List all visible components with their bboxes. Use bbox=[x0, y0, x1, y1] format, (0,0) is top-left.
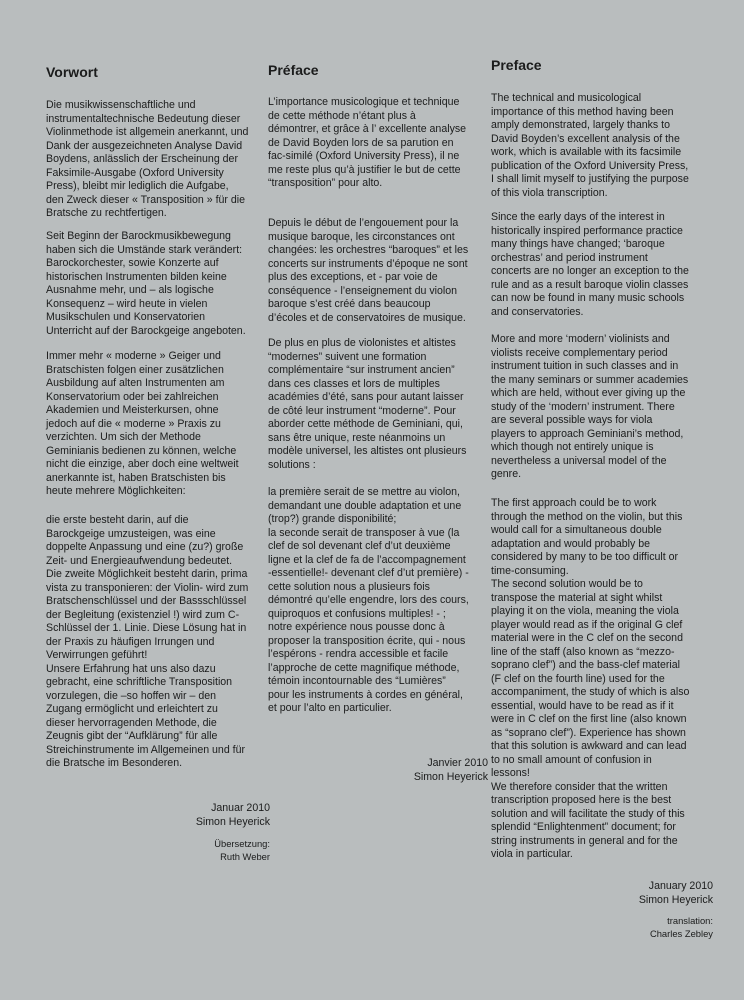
text-line: orchestras’ and period instrument bbox=[491, 251, 648, 264]
text-line: Unsere Erfahrung hat uns also dazu bbox=[46, 662, 216, 675]
text-line: The second solution would be to bbox=[491, 578, 643, 590]
text-line: through the method on the violin, but this bbox=[491, 510, 683, 523]
text-line: Ausbildung auf alten Instrumenten am bbox=[46, 377, 225, 389]
text-line: More and more ‘modern’ violinists and bbox=[491, 333, 670, 345]
text-line: Zeugnis gibt der “Aufklärung” für alle bbox=[46, 730, 218, 742]
text-line: dieser hervorragenden Methode, die bbox=[46, 716, 217, 729]
text-line: transcription proposed here is the best bbox=[491, 794, 672, 806]
text-line: complémentaire “sur instrument ancien” bbox=[268, 364, 455, 376]
preface-en-translator: Charles Zebley bbox=[649, 927, 713, 939]
text-line: Bratsche zu rechtfertigen. bbox=[46, 207, 167, 219]
text-line: string instruments in general and for the bbox=[491, 834, 678, 847]
text-line: Unterricht auf der Barockgeige angeboten. bbox=[46, 324, 246, 337]
text-line: importance of this method having been bbox=[491, 105, 674, 118]
text-line: quiproquos et confusions multiples! - ; bbox=[268, 607, 446, 620]
text-line: Seit Beginn der Barockmusikbewegung bbox=[46, 230, 231, 242]
text-line: sans être unique, reste néanmoins un bbox=[268, 431, 446, 444]
text-line: cette solution nous a plusieurs fois bbox=[268, 580, 430, 593]
text-line: notre expérience nous pousse donc à bbox=[268, 621, 445, 633]
text-line: doppelte Anpassung und eine (zu?) große bbox=[46, 541, 244, 553]
text-line: proposer la transposition écrite, qui - nous bbox=[268, 634, 466, 647]
text-line: genre. bbox=[491, 468, 522, 480]
text-line: concerts sur instruments d’époque ne sont bbox=[268, 257, 468, 270]
text-line: soprano clef”) and the bass-clef material bbox=[491, 659, 681, 671]
text-line: violists receive complementary period bbox=[491, 346, 668, 359]
preface-fr-paragraph bbox=[268, 96, 466, 191]
vorwort-paragraph bbox=[46, 514, 248, 771]
text-line: Barockorchester, sowie Konzerte auf bbox=[46, 257, 219, 269]
preface-en-paragraph bbox=[491, 211, 689, 319]
preface-fr-title: Préface bbox=[268, 62, 319, 78]
text-line: were in C clef on the first line (also known bbox=[491, 713, 687, 725]
text-line: musique baroque, les circonstances ont bbox=[268, 230, 455, 243]
text-line: Akademien und Meisterkursen, ohne bbox=[46, 404, 219, 416]
text-line: Musikschulen und Konservatorien bbox=[46, 311, 205, 323]
text-line: De plus en plus de violonistes et altistes bbox=[268, 337, 456, 349]
text-line: de côté leur instrument “moderne”. Pour bbox=[268, 404, 456, 417]
text-line: are several possible ways for viola bbox=[491, 414, 653, 426]
text-line: Since the early days of the interest in bbox=[491, 211, 665, 223]
text-line: essential, would have to be read as if it bbox=[491, 699, 674, 712]
text-line: vista zu transponieren: der Violin- wird zum bbox=[46, 581, 249, 594]
text-line: accompaniment, the study of which is also bbox=[491, 686, 690, 698]
text-line: der Praxis zu häufigen Irrungen und bbox=[46, 635, 215, 648]
vorwort-translator: Ruth Weber bbox=[220, 850, 270, 862]
text-line: der Begleitung (existenziel !) wird zum C- bbox=[46, 608, 240, 621]
text-line: d’écoles et de conservatoires de musique. bbox=[268, 311, 466, 324]
text-line: Verwirrungen geführt! bbox=[46, 649, 148, 661]
text-line: adaptation and would probably be bbox=[491, 537, 651, 550]
text-line: can now be found in many music schools bbox=[491, 292, 685, 304]
text-line: Depuis le début de l’engouement pour la bbox=[268, 217, 459, 229]
text-line: historically inspired performance practice bbox=[491, 224, 683, 237]
text-line: pour les instruments à cordes en général, bbox=[268, 688, 463, 701]
text-line: Konservatorium oder bei zahlreichen bbox=[46, 390, 219, 403]
text-line: I shall limit myself to justifying the purpose bbox=[491, 173, 689, 185]
text-line: nicht die einzige, aber doch eine weltweit bbox=[46, 458, 239, 470]
text-line: de David Boyden lors de sa parution en bbox=[268, 136, 454, 149]
text-line: Press), bleibt mir lediglich die Aufgabe, bbox=[46, 180, 229, 192]
text-line: lessons! bbox=[491, 767, 530, 779]
text-line: L’importance musicologique et technique bbox=[268, 96, 460, 108]
text-line: rule and as a result baroque violin classes bbox=[491, 278, 689, 291]
preface-en-paragraph bbox=[491, 92, 689, 200]
text-line: The first approach could be to work bbox=[491, 497, 657, 509]
vorwort-translation-label: Übersetzung: bbox=[214, 838, 270, 849]
text-line: solution and will facilitate the study of this bbox=[491, 807, 685, 820]
text-line: line of the staff (also known as “mezzo- bbox=[491, 645, 675, 658]
text-line: jedoch auf die « moderne » Praxis zu bbox=[46, 417, 221, 430]
text-line: fac-similé (Oxford University Press), il ne bbox=[268, 150, 460, 162]
text-line: plus des exceptions, et - par voie de bbox=[268, 271, 438, 283]
text-line: aborder cette méthode de Geminiani, qui, bbox=[268, 418, 463, 430]
preface-fr-paragraph bbox=[268, 337, 466, 472]
text-line: considered by many to be too difficult or bbox=[491, 551, 679, 563]
text-line: as “soprano clef”). Experience has shown bbox=[491, 726, 686, 739]
text-line: material were in the C clef on the second bbox=[491, 632, 683, 644]
text-line: players to approach Geminiani’s method, bbox=[491, 427, 684, 440]
text-line: gebracht, eine schriftliche Transposition bbox=[46, 676, 233, 688]
vorwort-paragraph bbox=[46, 99, 248, 221]
text-line: Immer mehr « moderne » Geiger und bbox=[46, 350, 221, 362]
text-line: playing it on the viola, meaning the viola bbox=[491, 605, 679, 617]
text-line: work, which is available with its facsimile bbox=[491, 146, 682, 158]
preface-fr-paragraph bbox=[268, 217, 468, 325]
text-line: which are held, without ever giving up the bbox=[491, 387, 686, 399]
text-line: instrument tuition in such classes and in bbox=[491, 360, 679, 372]
text-line: Zeit- und Energieaufwendung bedeutet. bbox=[46, 554, 233, 567]
text-line: “modernes” suivent une formation bbox=[268, 350, 427, 363]
preface-fr-author: Simon Heyerick bbox=[413, 770, 488, 783]
text-line: would call for a simultaneous double bbox=[491, 524, 662, 536]
text-line: Faksimile-Ausgabe (Oxford University bbox=[46, 166, 224, 179]
text-line: vorzulegen, die –so hoffen wir – den bbox=[46, 689, 217, 702]
text-line: l’espérons - rendra accessible et facile bbox=[268, 648, 449, 660]
text-line: et pour l’alto en particulier. bbox=[268, 702, 392, 714]
text-line: study of the ‘modern’ instrument. There bbox=[491, 400, 675, 413]
text-line: baroque s’est créé dans beaucoup bbox=[268, 298, 431, 310]
vorwort-title: Vorwort bbox=[46, 64, 98, 80]
text-line: die erste besteht darin, auf die bbox=[46, 514, 189, 526]
text-line: haben sich die Umstände stark verändert: bbox=[46, 243, 243, 256]
text-line: démontrer, et grâce à l’ excellente analyse bbox=[268, 123, 467, 135]
vorwort-author: Simon Heyerick bbox=[195, 815, 270, 828]
text-line: David Boyden’s excellent analysis of the bbox=[491, 132, 680, 145]
text-line: to no small amount of confusion in bbox=[491, 753, 652, 766]
text-line: the many seminars or summer academies bbox=[491, 373, 689, 386]
text-line: Geminianis bedienen zu können, welche bbox=[46, 444, 237, 457]
text-line: modèle universel, les altistes ont plusieurs bbox=[268, 445, 467, 457]
text-line: Bratschisten folgen einer zusätzlichen bbox=[46, 363, 224, 376]
text-line: den Zweck dieser « Transposition » für die bbox=[46, 193, 246, 206]
text-line: la première serait de se mettre au violon, bbox=[268, 486, 460, 498]
text-line: time-consuming. bbox=[491, 564, 569, 577]
preface-en-signature bbox=[563, 880, 713, 940]
text-line: Die zweite Möglichkeit besteht darin, prima bbox=[46, 568, 248, 580]
text-line: verzichten. Um sich der Methode bbox=[46, 431, 201, 443]
text-line: Violinmethode ist allgemein anerkannt, und bbox=[46, 126, 249, 138]
vorwort-paragraph bbox=[46, 350, 239, 499]
text-line: Konsequenz – wird heute in vielen bbox=[46, 297, 208, 310]
text-line: instrumentaltechnische Bedeutung dieser bbox=[46, 112, 241, 125]
text-line: The technical and musicological bbox=[491, 92, 642, 104]
text-line: of this viola transcription. bbox=[491, 186, 608, 199]
text-line: ligne et la clef de fa de l’accompagnement bbox=[268, 553, 466, 566]
text-line: me reste plus qu’à justifier le but de cette bbox=[268, 163, 461, 176]
text-line: that this solution is awkward and can lead bbox=[491, 740, 687, 752]
text-line: transpose the material at sight whilst bbox=[491, 591, 663, 604]
text-line: historischen Instrumenten bilden keine bbox=[46, 270, 227, 283]
vorwort-date: Januar 2010 bbox=[211, 802, 270, 814]
text-line: (trop?) grande disponibilité; bbox=[268, 513, 397, 525]
text-line: Die musikwissenschaftliche und bbox=[46, 99, 196, 111]
text-line: témoin incontournable des “Lumières” bbox=[268, 675, 446, 687]
text-line: splendid “Enlightenment” document; for bbox=[491, 821, 676, 833]
text-line: publication of the Oxford University Press, bbox=[491, 159, 689, 172]
text-line: heute mehrere Möglichkeiten: bbox=[46, 485, 186, 497]
preface-en-paragraph bbox=[491, 497, 689, 862]
vorwort-signature bbox=[120, 802, 270, 863]
text-line: clef de sol devenant clef d’ut deuxième bbox=[268, 540, 451, 552]
text-line: and conservatories. bbox=[491, 305, 584, 318]
text-line: Schlüssel der 1. Linie. Diese Lösung hat in bbox=[46, 622, 247, 634]
text-line: amply demonstrated, largely thanks to bbox=[491, 119, 671, 131]
preface-en-title: Preface bbox=[491, 57, 542, 73]
vorwort-paragraph bbox=[46, 230, 246, 338]
text-line: solutions : bbox=[268, 458, 316, 471]
text-line: la seconde serait de transposer à vue (la bbox=[268, 526, 460, 539]
text-line: “transposition” pour alto. bbox=[268, 177, 383, 189]
text-line: Barockgeige umzusteigen, was eine bbox=[46, 527, 216, 540]
text-line: Ausnahme mehr, und – als logische bbox=[46, 284, 214, 296]
text-line: Streichinstrumente im Allgemeinen und für bbox=[46, 743, 246, 756]
preface-en-date: January 2010 bbox=[648, 880, 713, 892]
text-line: demandant une double adaptation et une bbox=[268, 499, 462, 512]
text-line: Zugang ermöglicht und erleichtert zu bbox=[46, 703, 218, 715]
text-line: Bratschenschlüssel und der Bassschlüssel bbox=[46, 595, 247, 607]
text-line: many things have changed; ‘baroque bbox=[491, 238, 665, 250]
text-line: conséquence - l’enseignement du violon bbox=[268, 284, 458, 297]
text-line: We therefore consider that the written bbox=[491, 780, 668, 793]
preface-fr-signature bbox=[338, 757, 488, 784]
text-line: de cette méthode n’étant plus à bbox=[268, 109, 416, 122]
preface-en-translation-label: translation: bbox=[667, 915, 713, 926]
text-line: démontré qu’elle engendre, lors des cours, bbox=[268, 594, 469, 606]
text-line: die Bratsche im Besonderen. bbox=[46, 757, 183, 769]
text-line: académies d’été, sans pour autant laisser bbox=[268, 391, 464, 403]
text-line: viola in particular. bbox=[491, 848, 573, 860]
text-line: anerkannte ist, haben Bratschisten bis bbox=[46, 471, 226, 484]
preface-fr-paragraph bbox=[268, 486, 469, 716]
text-line: Dank der ausgezeichneten Analyse David bbox=[46, 139, 243, 152]
text-line: l’approche de cette magnifique méthode, bbox=[268, 661, 460, 674]
preface-fr-date: Janvier 2010 bbox=[427, 757, 488, 769]
preface-en-author: Simon Heyerick bbox=[638, 893, 713, 906]
text-line: Boydens, anlässlich der Erscheinung der bbox=[46, 153, 238, 165]
text-line: (F clef on the fourth line) used for the bbox=[491, 672, 665, 685]
text-line: nevertheless a universal model of the bbox=[491, 454, 667, 467]
text-line: changées: les orchestres “baroques” et les bbox=[268, 244, 469, 256]
text-line: which though not entirely unique is bbox=[491, 441, 654, 453]
text-line: -essentielle!- devenant clef d’ut première) - bbox=[268, 567, 469, 579]
text-line: player would read as if the original G clef bbox=[491, 618, 683, 631]
text-line: concerts are no longer an exception to the bbox=[491, 265, 689, 277]
text-line: dans ces classes et lors de multiples bbox=[268, 377, 440, 390]
preface-en-paragraph bbox=[491, 333, 688, 482]
